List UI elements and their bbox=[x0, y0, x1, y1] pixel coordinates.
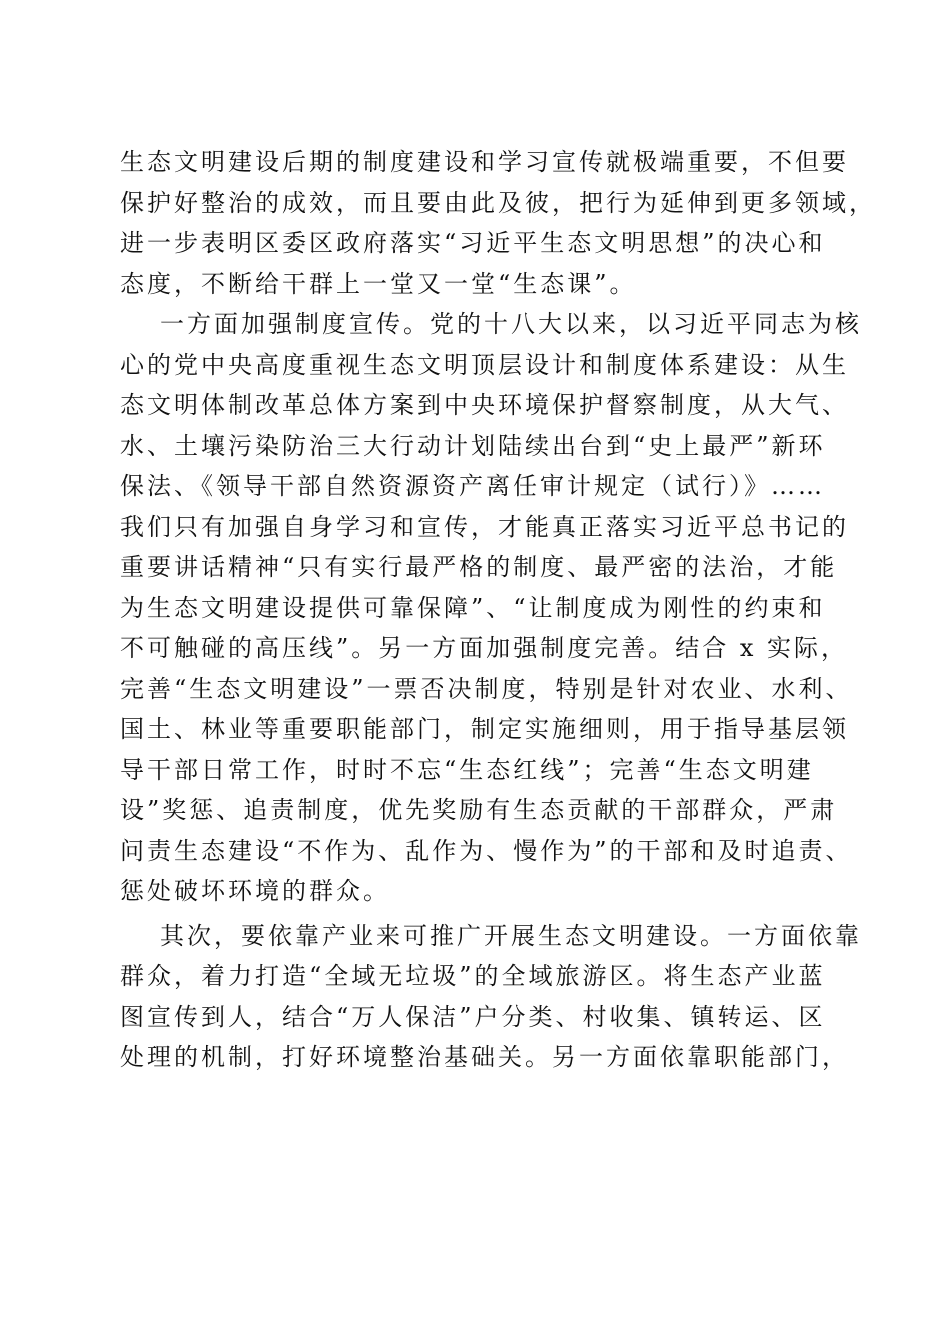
text-line: 完善“生态文明建设”一票否决制度，特别是针对农业、水利、 bbox=[120, 674, 853, 703]
text-line: 水、土壤污染防治三大行动计划陆续出台到“史上最严”新环 bbox=[120, 431, 826, 460]
text-line: 为生态文明建设提供可靠保障”、“让制度成为刚性的约束和 bbox=[120, 593, 826, 622]
text-line: 心的党中央高度重视生态文明顶层设计和制度体系建设：从生 bbox=[120, 350, 849, 379]
text-line: 进一步表明区委区政府落实“习近平生态文明思想”的决心和 bbox=[120, 229, 826, 257]
document-body bbox=[120, 142, 876, 1078]
text-line: 国土、林业等重要职能部门，制定实施细则，用于指导基层领 bbox=[120, 715, 849, 743]
text-line: 问责生态建设“不作为、乱作为、慢作为”的干部和及时追责、 bbox=[120, 836, 853, 865]
text-line: 群众，着力打造“全域无垃圾”的全域旅游区。将生态产业蓝 bbox=[120, 962, 826, 990]
text-line: 导干部日常工作，时时不忘“生态红线”；完善“生态文明建 bbox=[120, 755, 814, 784]
text-line: 我们只有加强自身学习和宣传，才能真正落实习近平总书记的 bbox=[120, 512, 849, 541]
text-line: 不可触碰的高压线”。另一方面加强制度完善。结合 x 实际， bbox=[120, 634, 849, 662]
text-line: 处理的机制，打好环境整治基础关。另一方面依靠职能部门， bbox=[120, 1043, 849, 1071]
text-line: 生态文明建设后期的制度建设和学习宣传就极端重要，不但要 bbox=[120, 148, 849, 176]
text-line: 惩处破坏环境的群众。 bbox=[120, 877, 390, 905]
text-line: 保法、《领导干部自然资源资产离任审计规定（试行）》…… bbox=[120, 472, 825, 500]
text-line: 态文明体制改革总体方案到中央环境保护督察制度，从大气、 bbox=[120, 391, 849, 419]
text-line: 其次，要依靠产业来可推广开展生态文明建设。一方面依靠 bbox=[160, 921, 862, 950]
text-line: 设”奖惩、追责制度，优先奖励有生态贡献的干部群众，严肃 bbox=[120, 796, 838, 824]
text-line: 保护好整治的成效，而且要由此及彼，把行为延伸到更多领域， bbox=[120, 188, 876, 217]
text-line: 图宣传到人，结合“万人保洁”户分类、村收集、镇转运、区 bbox=[120, 1002, 826, 1031]
text-line: 态度，不断给干群上一堂又一堂“生态课”。 bbox=[120, 269, 637, 298]
text-line: 一方面加强制度宣传。党的十八大以来，以习近平同志为核 bbox=[160, 310, 862, 338]
text-line: 重要讲话精神“只有实行最严格的制度、最严密的法治，才能 bbox=[120, 553, 838, 581]
paragraph bbox=[120, 916, 862, 1078]
paragraph bbox=[120, 304, 862, 912]
paragraph bbox=[120, 142, 876, 304]
